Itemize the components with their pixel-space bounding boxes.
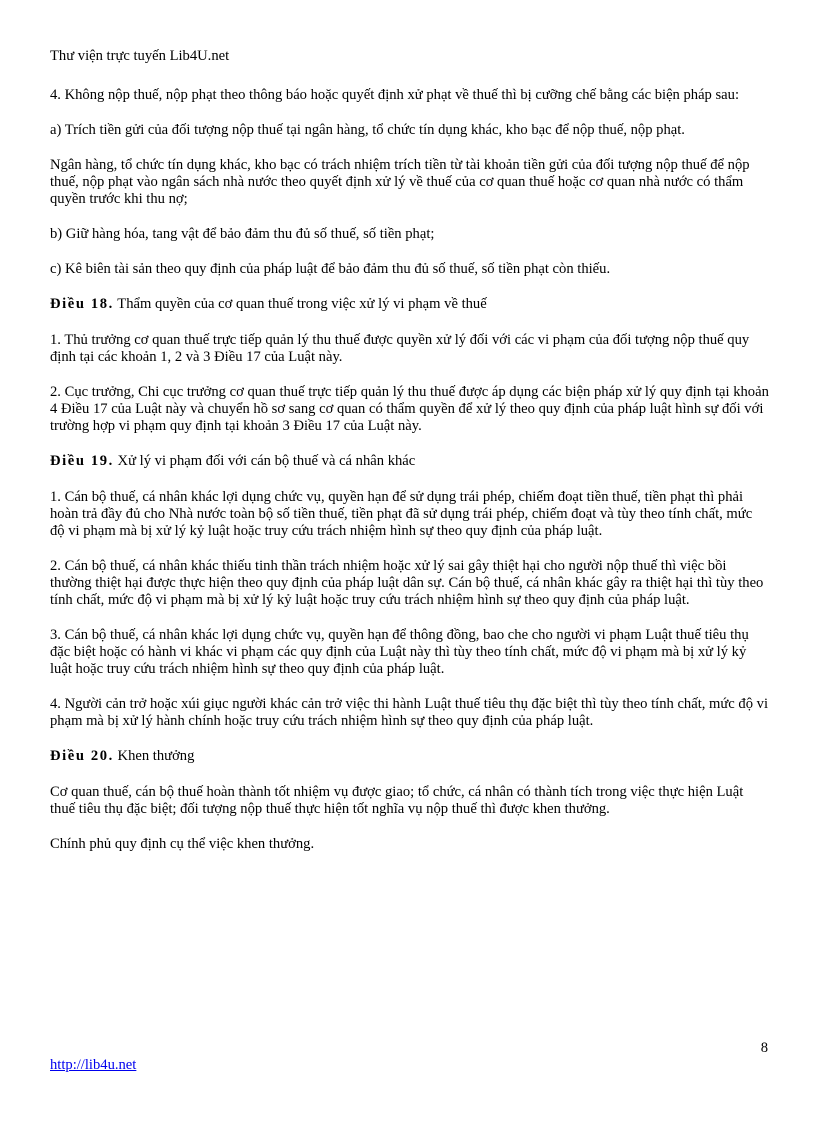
paragraph: Chính phủ quy định cụ thể việc khen thưởng. [50, 836, 315, 852]
article-title: Thẩm quyền của cơ quan thuế trong việc xử lý vi phạm về thuế [117, 296, 487, 312]
document-body [50, 87, 770, 871]
article-title: Khen thưởng [117, 748, 195, 764]
article-title: Xử lý vi phạm đối với cán bộ thuế và cá nhân khác [117, 453, 416, 469]
article-label: Điều 20. [50, 748, 114, 764]
site-header: Thư viện trực tuyến Lib4U.net [50, 48, 230, 64]
article-20-heading [50, 748, 770, 765]
paragraph: b) Giữ hàng hóa, tang vật để bảo đảm thu đủ số thuế, số tiền phạt; [50, 226, 435, 242]
article-label: Điều 18. [50, 296, 114, 312]
paragraph: 1. Cán bộ thuế, cá nhân khác lợi dụng chức vụ, quyền hạn để sử dụng trái phép, chiếm đoạt tiền thuế, tiền phạt thì phải hoàn trả đầy đủ cho Nhà nước toàn bộ số tiền thuế, tiền phạt đã sử dụng trái phép, chiếm đoạt và tùy theo tính chất, mức độ vi phạm mà bị xử lý kỷ luật hoặc truy cứu trách nhiệm hình sự theo quy định của pháp luật. [50, 489, 753, 539]
paragraph: c) Kê biên tài sản theo quy định của pháp luật để bảo đảm thu đủ số thuế, số tiền phạt còn thiếu. [50, 261, 611, 277]
paragraph: 4. Người cản trở hoặc xúi giục người khác cản trở việc thi hành Luật thuế tiêu thụ đặc biệt thì tùy theo tính chất, mức độ vi phạm mà bị xử lý hành chính hoặc truy cứu trách nhiệm hình sự theo quy định của pháp luật. [50, 696, 769, 729]
paragraph: 4. Không nộp thuế, nộp phạt theo thông báo hoặc quyết định xử phạt về thuế thì bị cưỡng chế bằng các biện pháp sau: [50, 87, 740, 103]
paragraph: 2. Cục trưởng, Chi cục trưởng cơ quan thuế trực tiếp quản lý thu thuế được áp dụng các biện pháp xử lý quy định tại khoản 4 Điều 17 của Luật này và chuyển hồ sơ sang cơ quan có thẩm quyền để xử lý theo quy định của pháp luật hình sự đối với trường hợp vi phạm quy định tại khoản 3 Điều 17 của Luật này. [50, 384, 769, 434]
article-19-heading [50, 453, 770, 470]
paragraph: 2. Cán bộ thuế, cá nhân khác thiếu tinh thần trách nhiệm hoặc xử lý sai gây thiệt hại cho người nộp thuế thì việc bồi thường thiệt hại được thực hiện theo quy định của pháp luật dân sự. Cán bộ thuế, cá nhân khác gây ra thiệt hại thì tùy theo tính chất, mức độ vi phạm mà bị xử lý kỷ luật hoặc truy cứu trách nhiệm hình sự theo quy định của pháp luật. [50, 558, 764, 608]
document-page [50, 0, 770, 1123]
paragraph: 3. Cán bộ thuế, cá nhân khác lợi dụng chức vụ, quyền hạn để thông đồng, bao che cho người vi phạm Luật thuế tiêu thụ đặc biệt hoặc có hành vi khác vi phạm các quy định của Luật này thì tùy theo tính chất, mức độ vi phạm mà bị xử lý kỷ luật hoặc truy cứu trách nhiệm hình sự theo quy định của pháp luật. [50, 627, 749, 677]
article-18-heading [50, 296, 770, 313]
page-number: 8 [760, 1040, 768, 1056]
paragraph: a) Trích tiền gửi của đối tượng nộp thuế tại ngân hàng, tổ chức tín dụng khác, kho bạc để nộp thuế, nộp phạt. [50, 122, 685, 138]
footer-link[interactable]: http://lib4u.net [50, 1057, 137, 1073]
paragraph: Ngân hàng, tổ chức tín dụng khác, kho bạc có trách nhiệm trích tiền từ tài khoản tiền gửi của đối tượng nộp thuế để nộp thuế, nộp phạt vào ngân sách nhà nước theo quyết định xử lý về thuế của cơ quan thuế hoặc cơ quan nhà nước có thẩm quyền trước khi thu nợ; [50, 157, 750, 207]
article-label: Điều 19. [50, 453, 114, 469]
paragraph: 1. Thủ trưởng cơ quan thuế trực tiếp quản lý thu thuế được quyền xử lý đối với các vi phạm của đối tượng nộp thuế quy định tại các khoản 1, 2 và 3 Điều 17 của Luật này. [50, 332, 750, 365]
paragraph: Cơ quan thuế, cán bộ thuế hoàn thành tốt nhiệm vụ được giao; tổ chức, cá nhân có thành tích trong việc thực hiện Luật thuế tiêu thụ đặc biệt; đối tượng nộp thuế thực hiện tốt nghĩa vụ nộp thuế thì được khen thưởng. [50, 784, 744, 817]
